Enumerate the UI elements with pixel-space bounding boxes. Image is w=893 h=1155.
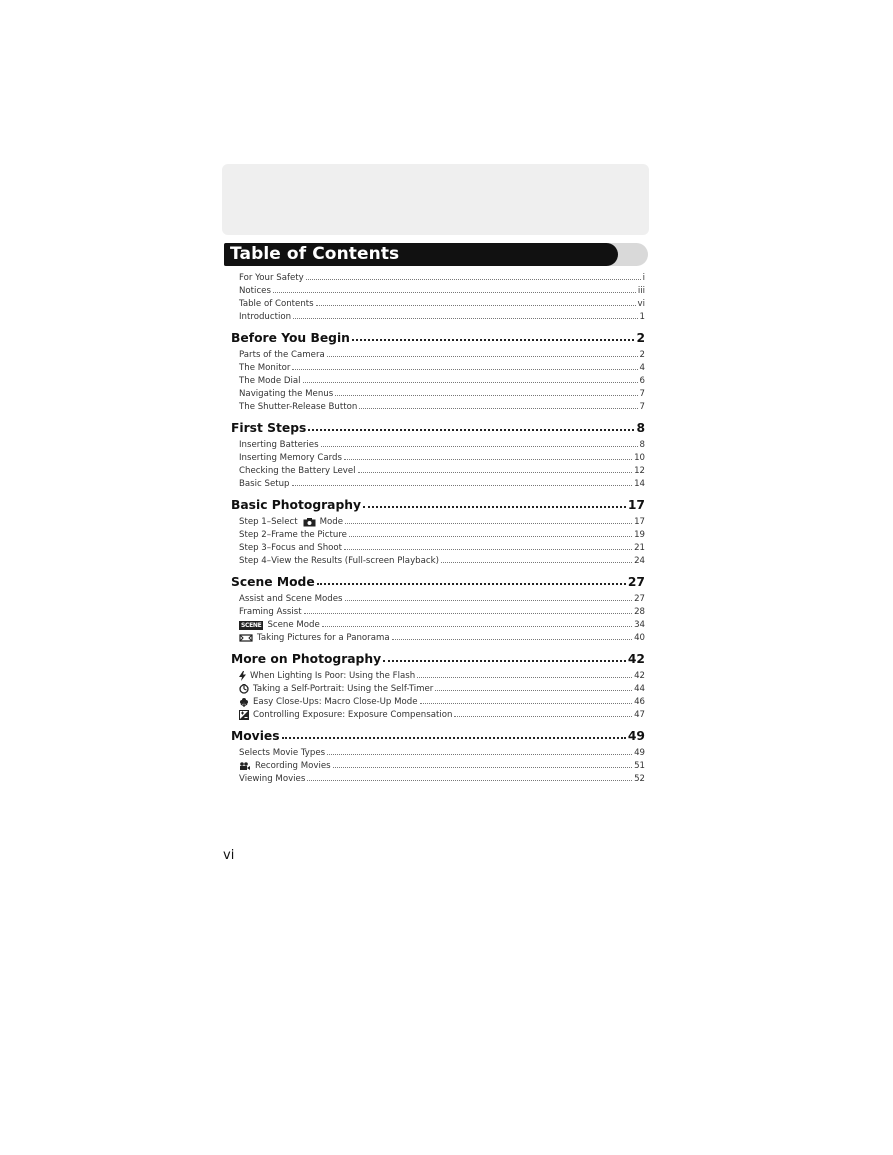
- toc-entry-label: [239, 556, 439, 566]
- dot-leader: [273, 292, 636, 293]
- toc-entry-text: Framing Assist: [239, 607, 302, 617]
- toc-entry-text: Table of Contents: [239, 299, 314, 309]
- dot-leader: [420, 703, 633, 704]
- section-heading-page: 8: [636, 421, 645, 435]
- toc-entry[interactable]: [231, 360, 645, 373]
- toc-entry-page: 14: [634, 479, 645, 489]
- toc-entry[interactable]: [231, 707, 645, 720]
- toc-entry-text: Inserting Batteries: [239, 440, 319, 450]
- section-heading-page: 27: [627, 575, 645, 589]
- toc-entry-label: [239, 402, 357, 412]
- exposure-compensation-icon: [239, 710, 249, 720]
- toc-entry[interactable]: [231, 604, 645, 617]
- section-heading-page: 42: [627, 652, 645, 666]
- dot-leader: [304, 613, 632, 614]
- toc-entry-label-prefix: Step 1–Select: [239, 517, 298, 527]
- title-bar: [224, 243, 618, 266]
- toc-entry-page: 10: [634, 453, 645, 463]
- toc-entry[interactable]: [231, 450, 645, 463]
- section-heading[interactable]: [231, 646, 645, 666]
- toc-entry-text: Notices: [239, 286, 271, 296]
- toc-entry[interactable]: [231, 668, 645, 681]
- dot-leader: [335, 395, 637, 396]
- toc-entry-label: [239, 697, 418, 707]
- dot-leader: [352, 339, 634, 341]
- toc-entry-text: Recording Movies: [255, 761, 331, 771]
- toc-entry-text: Easy Close-Ups: Macro Close-Up Mode: [253, 697, 418, 707]
- toc-entry-text: The Shutter-Release Button: [239, 402, 358, 412]
- dot-leader: [344, 549, 632, 550]
- toc-entry-text: Step 2–Frame the Picture: [239, 530, 347, 540]
- toc-entry-label: [239, 710, 452, 720]
- scene-icon: SCENE: [241, 621, 262, 629]
- toc-entry-page: 46: [634, 697, 645, 707]
- toc-entry-page: 8: [639, 440, 645, 450]
- toc-entry-page: 40: [634, 633, 645, 643]
- section-heading[interactable]: [231, 492, 645, 512]
- section-heading[interactable]: [231, 415, 645, 435]
- toc-entry-page: i: [642, 273, 645, 283]
- toc-entry[interactable]: [231, 681, 645, 694]
- toc-entry[interactable]: [231, 386, 645, 399]
- macro-icon: [239, 697, 249, 707]
- section-heading-label: Movies: [231, 729, 280, 743]
- toc-entry-text: Basic Setup: [239, 479, 290, 489]
- toc-entry-label: [239, 671, 415, 681]
- table-of-contents: [231, 270, 645, 787]
- toc-entry-label: [239, 530, 347, 540]
- toc-entry-label: [239, 466, 356, 476]
- section-heading-page: 49: [627, 729, 645, 743]
- toc-section: [231, 723, 645, 784]
- toc-entry[interactable]: [231, 347, 645, 360]
- toc-entry-page: 4: [639, 363, 645, 373]
- section-heading[interactable]: [231, 569, 645, 589]
- front-matter-list: [231, 270, 645, 322]
- dot-leader: [292, 369, 637, 370]
- toc-entry[interactable]: [231, 527, 645, 540]
- toc-entry-label: [239, 517, 343, 527]
- toc-entry-text: Checking the Battery Level: [239, 466, 356, 476]
- toc-entry-page: 7: [639, 389, 645, 399]
- toc-section: [231, 569, 645, 643]
- dot-leader: [308, 429, 634, 431]
- section-heading-label: Basic Photography: [231, 498, 362, 512]
- dot-leader: [344, 459, 632, 460]
- dot-leader: [359, 408, 637, 409]
- toc-entry[interactable]: [231, 630, 645, 643]
- section-heading[interactable]: [231, 723, 645, 743]
- toc-entry[interactable]: [231, 373, 645, 386]
- toc-entry-page: 44: [634, 684, 645, 694]
- toc-entry-text: Inserting Memory Cards: [239, 453, 342, 463]
- section-heading-page: 2: [636, 331, 645, 345]
- toc-entry-label: [239, 363, 290, 373]
- toc-entry-label: [239, 774, 305, 784]
- self-timer-icon: [239, 684, 249, 694]
- title-tab: [224, 243, 648, 266]
- toc-entry-label: [239, 633, 390, 643]
- dot-leader: [435, 690, 632, 691]
- movie-camera-icon: [239, 762, 251, 771]
- toc-section: [231, 415, 645, 489]
- dot-leader: [327, 356, 638, 357]
- toc-entry-text: For Your Safety: [239, 273, 304, 283]
- toc-entry[interactable]: [231, 476, 645, 489]
- toc-entry[interactable]: [231, 514, 645, 527]
- toc-entry-text: Parts of the Camera: [239, 350, 325, 360]
- toc-entry-label: [239, 543, 342, 553]
- toc-entry-text: Step 4–View the Results (Full-screen Playback): [239, 556, 439, 566]
- toc-entry-text: Assist and Scene Modes: [239, 594, 343, 604]
- section-heading-label: More on Photography: [231, 652, 382, 666]
- dot-leader: [345, 523, 632, 524]
- toc-entry[interactable]: [231, 309, 645, 322]
- toc-entry-label: [239, 761, 331, 771]
- toc-entry-label: [239, 620, 320, 630]
- toc-entry-label: [239, 594, 343, 604]
- toc-entry-label: [239, 299, 314, 309]
- toc-entry-text: The Monitor: [239, 363, 291, 373]
- dot-leader: [383, 660, 626, 662]
- toc-entry[interactable]: [231, 270, 645, 283]
- toc-entry[interactable]: [231, 463, 645, 476]
- toc-entry[interactable]: [231, 399, 645, 412]
- toc-entry-page: 47: [634, 710, 645, 720]
- toc-entry-text: Taking a Self-Portrait: Using the Self-Timer: [253, 684, 434, 694]
- toc-section: [231, 492, 645, 566]
- page-number: vi: [223, 848, 235, 863]
- toc-entry[interactable]: [231, 694, 645, 707]
- toc-entry-label: [239, 286, 271, 296]
- section-heading-label: First Steps: [231, 421, 307, 435]
- toc-entry-page: 52: [634, 774, 645, 784]
- toc-entry[interactable]: [231, 296, 645, 309]
- dot-leader: [282, 737, 626, 739]
- toc-entry-label: [239, 479, 290, 489]
- section-heading-page: 17: [627, 498, 645, 512]
- toc-entry-text: Mode: [319, 517, 343, 527]
- toc-section: [231, 325, 645, 412]
- camera-icon: [303, 518, 316, 527]
- toc-entry-page: 6: [639, 376, 645, 386]
- toc-entry-label: [239, 350, 325, 360]
- dot-leader: [358, 472, 633, 473]
- toc-entry[interactable]: [231, 771, 645, 784]
- toc-entry[interactable]: [231, 758, 645, 771]
- toc-entry-label: [239, 453, 342, 463]
- dot-leader: [363, 506, 626, 508]
- dot-leader: [292, 485, 633, 486]
- toc-entry-page: 2: [639, 350, 645, 360]
- toc-entry[interactable]: [231, 617, 645, 630]
- toc-entry[interactable]: [231, 540, 645, 553]
- toc-entry[interactable]: [231, 591, 645, 604]
- dot-leader: [293, 318, 637, 319]
- header-panel: [222, 164, 649, 235]
- dot-leader: [454, 716, 632, 717]
- dot-leader: [392, 639, 632, 640]
- toc-entry[interactable]: [231, 745, 645, 758]
- toc-entry-page: 7: [639, 402, 645, 412]
- toc-entry-page: vi: [637, 299, 645, 309]
- toc-entry-text: When Lighting Is Poor: Using the Flash: [250, 671, 416, 681]
- dot-leader: [303, 382, 638, 383]
- toc-entry-page: 51: [634, 761, 645, 771]
- toc-entry-page: 42: [634, 671, 645, 681]
- toc-entry-text: The Mode Dial: [239, 376, 301, 386]
- toc-entry-text: Navigating the Menus: [239, 389, 334, 399]
- dot-leader: [349, 536, 632, 537]
- dot-leader: [417, 677, 632, 678]
- toc-entry-text: Introduction: [239, 312, 292, 322]
- dot-leader: [441, 562, 632, 563]
- toc-entry-text: Controlling Exposure: Exposure Compensation: [253, 710, 453, 720]
- section-heading-label: Before You Begin: [231, 331, 350, 345]
- toc-entry-label: [239, 440, 319, 450]
- toc-entry-text: Scene Mode: [267, 620, 320, 630]
- toc-entry-text: Selects Movie Types: [239, 748, 326, 758]
- toc-entry-page: 17: [634, 517, 645, 527]
- section-heading[interactable]: [231, 325, 645, 345]
- toc-entry-page: 49: [634, 748, 645, 758]
- dot-leader: [327, 754, 632, 755]
- toc-entry-label: [239, 748, 325, 758]
- toc-entry-label: [239, 607, 302, 617]
- dot-leader: [307, 780, 632, 781]
- toc-entry[interactable]: [231, 437, 645, 450]
- toc-entry[interactable]: [231, 553, 645, 566]
- flash-icon: [239, 671, 246, 681]
- dot-leader: [321, 446, 638, 447]
- toc-entry-label: [239, 312, 291, 322]
- toc-entry-text: Taking Pictures for a Panorama: [257, 633, 390, 643]
- toc-section: [231, 646, 645, 720]
- section-heading-label: Scene Mode: [231, 575, 315, 589]
- toc-entry-page: 1: [639, 312, 645, 322]
- panorama-icon: [239, 634, 253, 642]
- dot-leader: [317, 583, 626, 585]
- toc-entry-text: Viewing Movies: [239, 774, 306, 784]
- dot-leader: [345, 600, 633, 601]
- toc-entry-page: 19: [634, 530, 645, 540]
- toc-entry-label: [239, 389, 333, 399]
- toc-entry-page: iii: [637, 286, 645, 296]
- toc-entry-text: Step 3–Focus and Shoot: [239, 543, 343, 553]
- dot-leader: [322, 626, 632, 627]
- toc-entry-label: [239, 684, 433, 694]
- toc-entry-label: [239, 376, 301, 386]
- toc-entry-label: [239, 273, 304, 283]
- toc-entry-page: 12: [634, 466, 645, 476]
- dot-leader: [333, 767, 632, 768]
- toc-entry-page: 27: [634, 594, 645, 604]
- toc-entry-page: 28: [634, 607, 645, 617]
- dot-leader: [306, 279, 641, 280]
- page-title: Table of Contents: [230, 244, 400, 264]
- toc-entry-page: 21: [634, 543, 645, 553]
- dot-leader: [316, 305, 636, 306]
- toc-entry[interactable]: [231, 283, 645, 296]
- toc-entry-page: 24: [634, 556, 645, 566]
- toc-entry-page: 34: [634, 620, 645, 630]
